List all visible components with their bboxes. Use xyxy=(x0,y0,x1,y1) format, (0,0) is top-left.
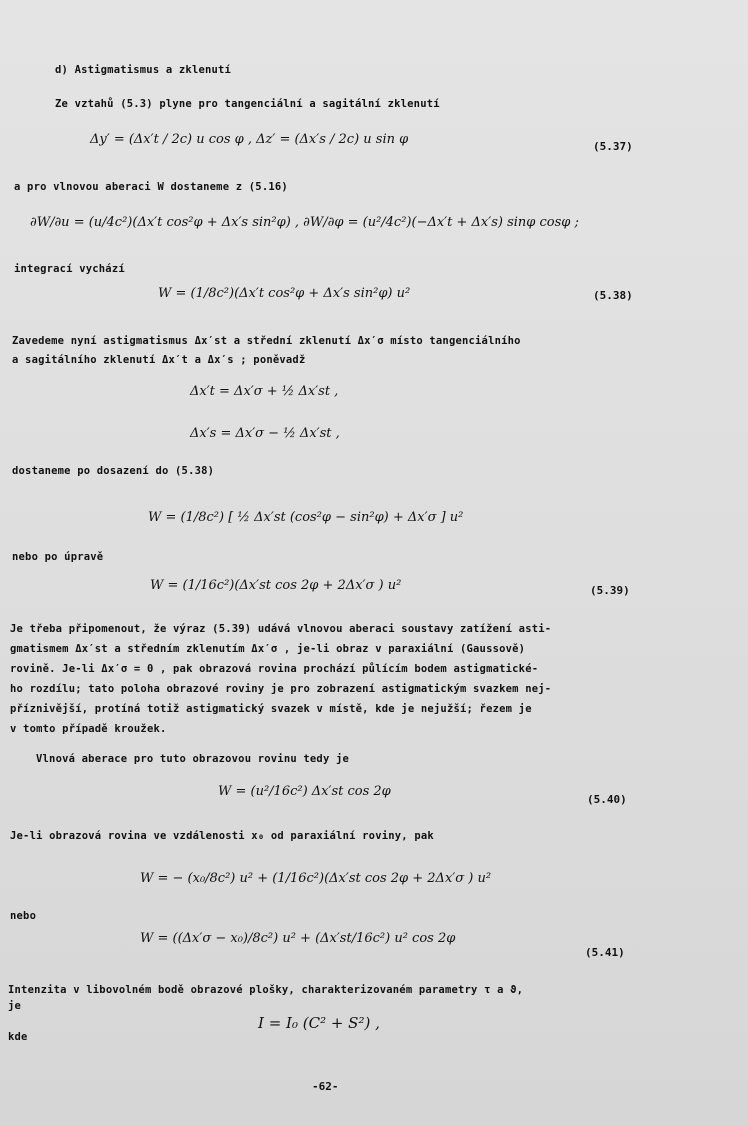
equation-5-38: W = (1/8c²)(Δx′t cos²φ + Δx′s sin²φ) u² xyxy=(158,286,411,301)
text-line: v tomto případě kroužek. xyxy=(10,723,167,735)
equation-5-37: Δy′ = (Δx′t / 2c) u cos φ , Δz′ = (Δx′s / 2c) u sin φ xyxy=(90,132,409,147)
text-line: Je-li obrazová rovina ve vzdálenosti x₀ od paraxiální roviny, pak xyxy=(10,830,434,842)
text-line: nebo po úpravě xyxy=(12,551,104,563)
equation-5-41: W = ((Δx′σ − x₀)/8c²) u² + (Δx′st/16c²) u² cos 2φ xyxy=(140,931,456,946)
text-line: integrací vychází xyxy=(14,263,125,275)
text-line: Zavedeme nyní astigmatismus Δx′st a střední zklenutí Δx′σ místo tangenciálního xyxy=(12,335,521,347)
equation-intensity: I = I₀ (C² + S²) , xyxy=(258,1014,380,1032)
equation-tangential: Δx′t = Δx′σ + ½ Δx′st , xyxy=(190,384,339,399)
text-line: Ze vztahů (5.3) plyne pro tangenciální a sagitální zklenutí xyxy=(55,98,440,110)
equation-derivatives: ∂W/∂u = (u/4c²)(Δx′t cos²φ + Δx′s sin²φ) , ∂W/∂φ = (u²/4c²)(−Δx′t + Δx′s) sinφ cosφ ; xyxy=(30,215,579,230)
text-line: příznivější, protíná totiž astigmatický svazek v místě, kde je nejužší; řezem je xyxy=(10,703,532,715)
text-line: Intenzita v libovolném bodě obrazové plošky, charakterizovaném parametry τ a ϑ, xyxy=(8,984,524,996)
text-line: kde xyxy=(8,1031,28,1043)
equation-5-39: W = (1/16c²)(Δx′st cos 2φ + 2Δx′σ ) u² xyxy=(150,578,402,593)
equation-number: (5.40) xyxy=(587,793,627,806)
text-line: Je třeba připomenout, že výraz (5.39) udává vlnovou aberaci soustavy zatížení asti- xyxy=(10,623,552,635)
equation-substituted: W = (1/8c²) [ ½ Δx′st (cos²φ − sin²φ) + Δx′σ ] u² xyxy=(148,510,464,525)
text-line: Vlnová aberace pro tuto obrazovou rovinu tedy je xyxy=(36,753,350,765)
text-line: je xyxy=(8,1000,22,1012)
page-number: -62- xyxy=(312,1080,339,1093)
section-heading: d) Astigmatismus a zklenutí xyxy=(55,64,232,76)
text-line: a pro vlnovou aberaci W dostaneme z (5.16) xyxy=(14,181,288,193)
text-line: gmatismem Δx′st a středním zklenutím Δx′σ , je-li obraz v paraxiální (Gaussově) xyxy=(10,643,526,655)
equation-5-40: W = (u²/16c²) Δx′st cos 2φ xyxy=(218,784,391,799)
equation-sagittal: Δx′s = Δx′σ − ½ Δx′st , xyxy=(190,426,340,441)
text-line: a sagitálního zklenutí Δx′t a Δx′s ; poněvadž xyxy=(12,354,306,366)
equation-number: (5.38) xyxy=(593,289,633,302)
equation-number: (5.39) xyxy=(590,584,630,597)
text-line: rovině. Je-li Δx′σ = 0 , pak obrazová rovina prochází půlícím bodem astigmatické- xyxy=(10,663,539,675)
text-line: nebo xyxy=(10,910,37,922)
equation-x0: W = − (x₀/8c²) u² + (1/16c²)(Δx′st cos 2φ + 2Δx′σ ) u² xyxy=(140,871,492,886)
equation-number: (5.37) xyxy=(593,140,633,153)
text-line: ho rozdílu; tato poloha obrazové roviny je pro zobrazení astigmatickým svazkem nej- xyxy=(10,683,552,695)
equation-number: (5.41) xyxy=(585,946,625,959)
text-line: dostaneme po dosazení do (5.38) xyxy=(12,465,215,477)
